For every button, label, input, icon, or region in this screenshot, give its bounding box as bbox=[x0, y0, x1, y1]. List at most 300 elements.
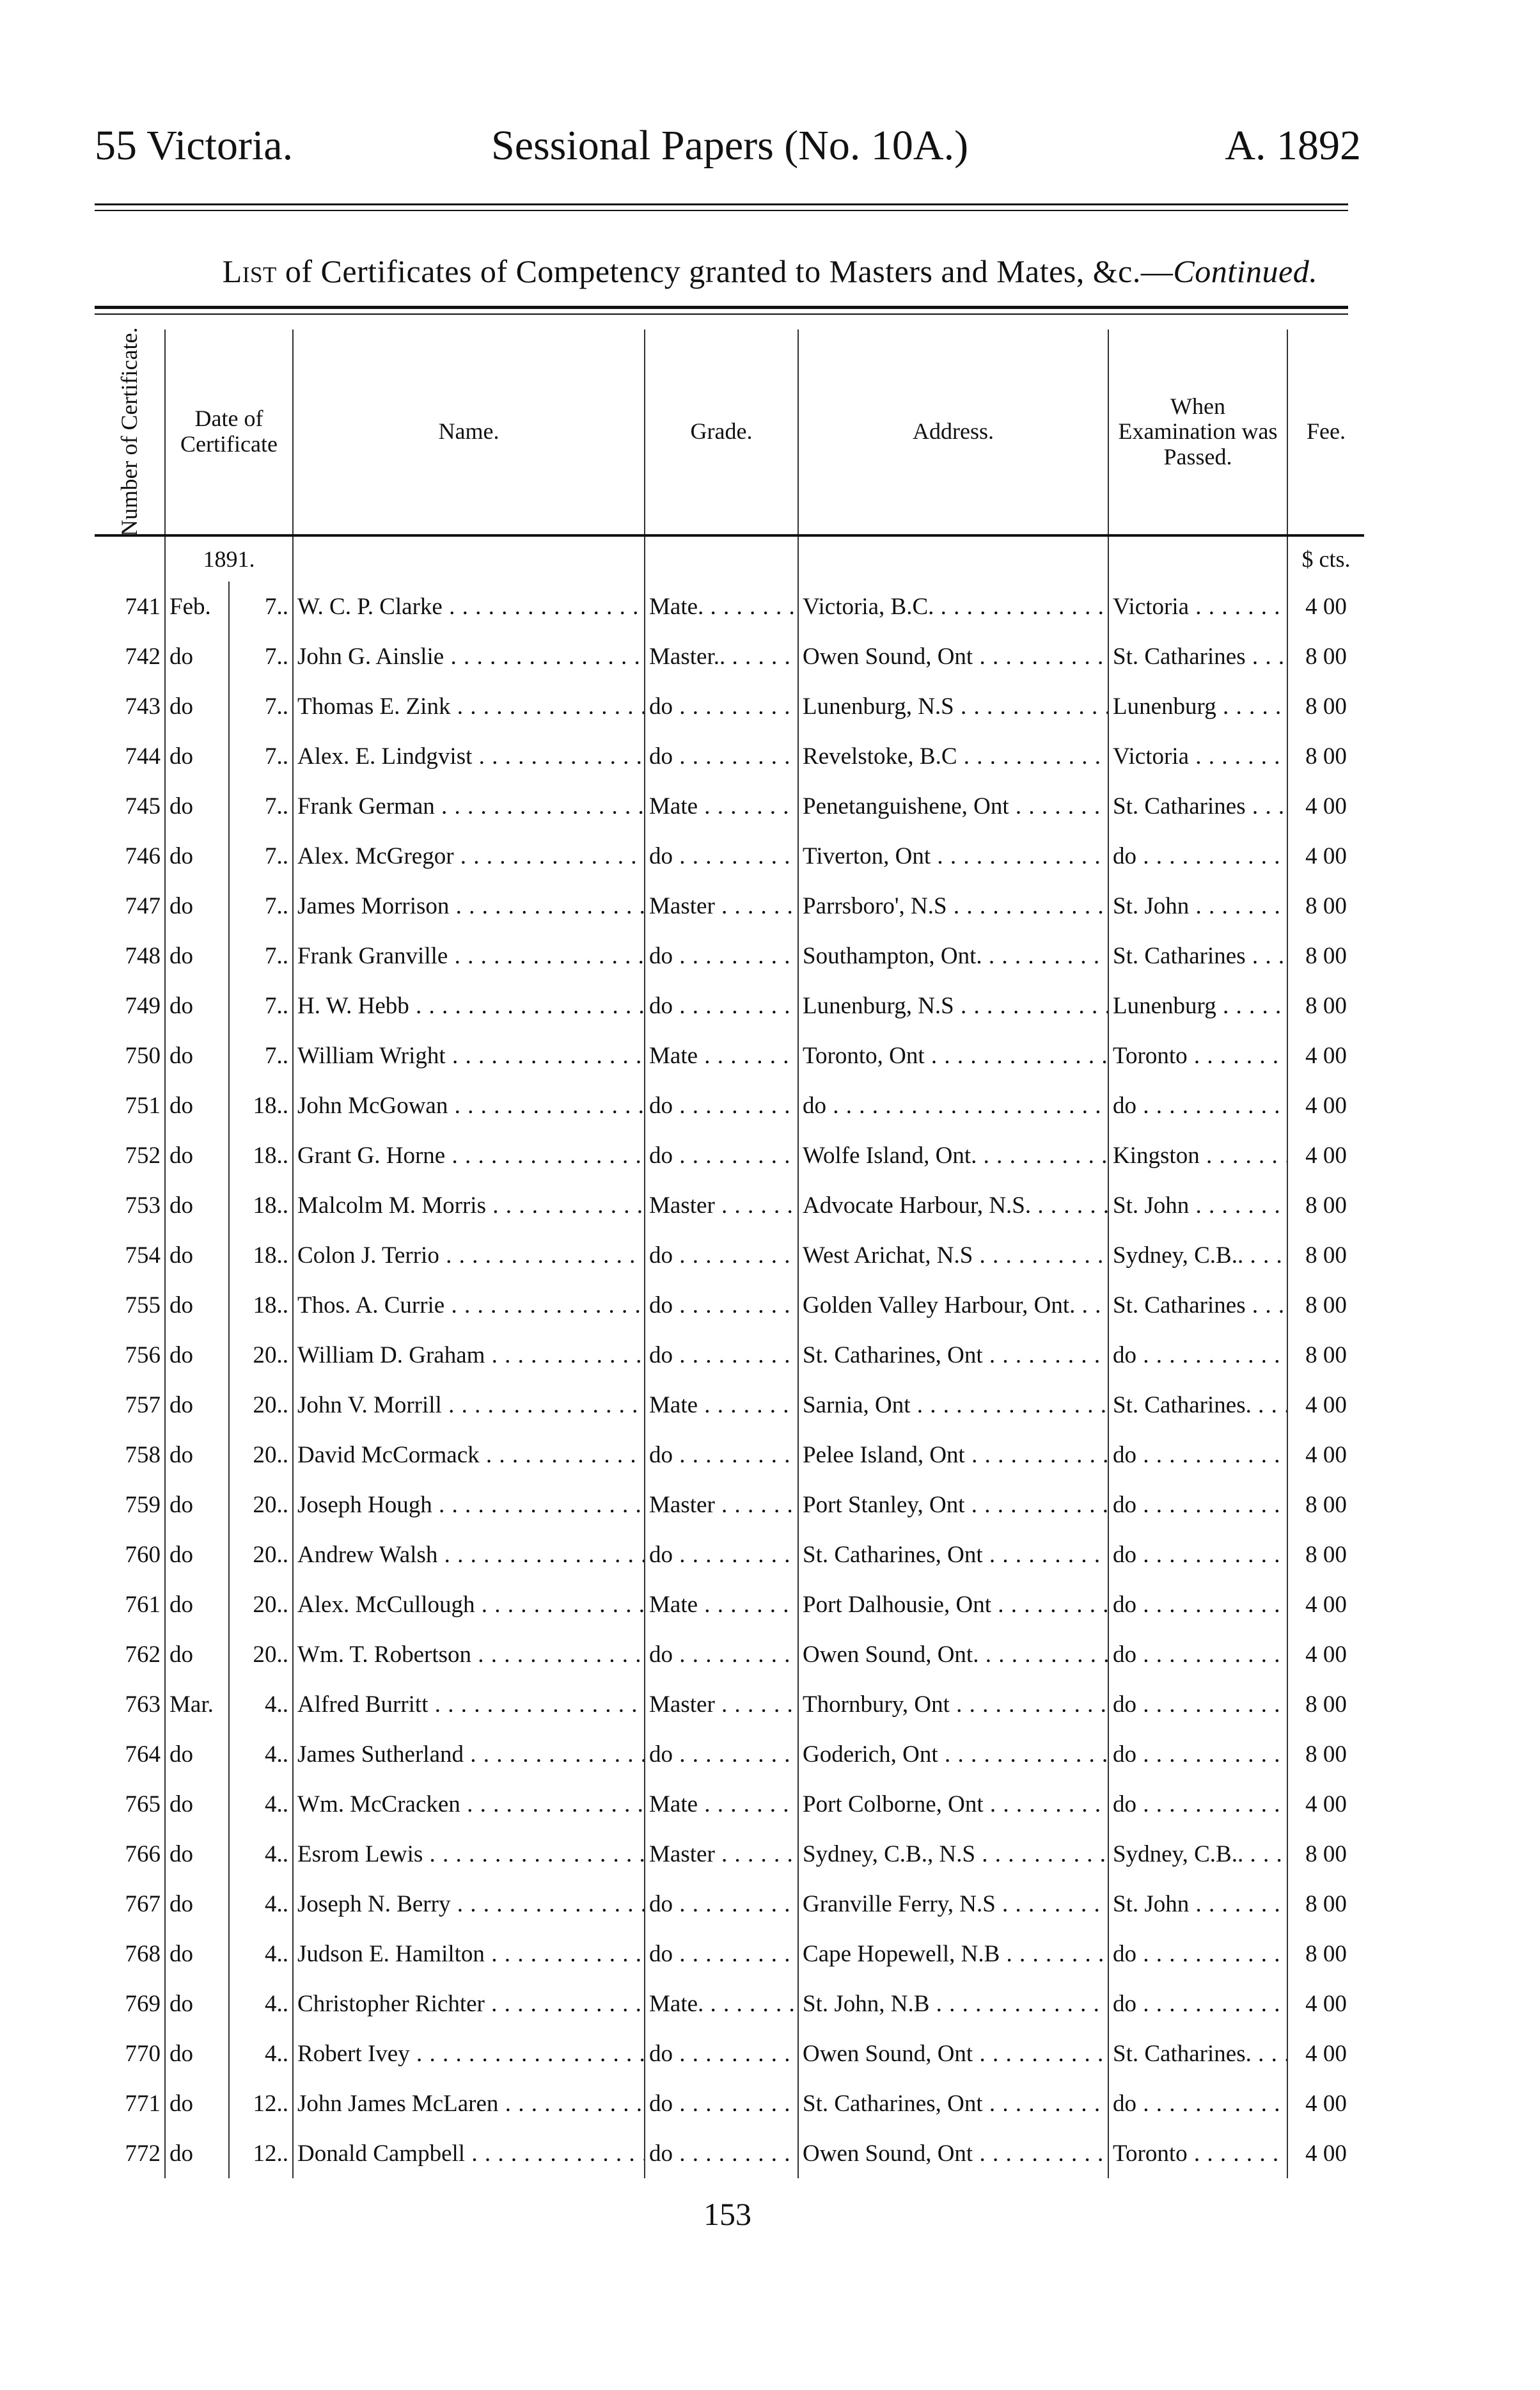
address: Advocate Harbour, N.S. . . . bbox=[798, 1180, 1108, 1230]
grade: do . . . bbox=[645, 1230, 798, 1280]
fee: 8 00 bbox=[1305, 693, 1347, 720]
table-row bbox=[95, 781, 1364, 831]
header-grade: Grade. bbox=[645, 329, 798, 535]
fee: 4 00 bbox=[1305, 793, 1347, 819]
grade: do . . . bbox=[645, 2029, 798, 2078]
date-day: 7.. bbox=[229, 981, 293, 1031]
holder-name: Robert Ivey . . . bbox=[293, 2029, 645, 2078]
currency-label: $ cts. bbox=[1301, 546, 1351, 572]
fee: 8 00 bbox=[1305, 1242, 1347, 1269]
examination-place: St. Catharines . . . bbox=[1108, 931, 1287, 981]
fee: 4 00 bbox=[1305, 2040, 1347, 2067]
examination-place: do . . . bbox=[1108, 1779, 1287, 1829]
date-month: do bbox=[165, 1280, 229, 1330]
table-row bbox=[95, 1330, 1364, 1380]
table-row bbox=[95, 881, 1364, 931]
holder-name: Frank German . . . bbox=[293, 781, 645, 831]
examination-place: St. Catharines. . . . bbox=[1108, 1380, 1287, 1430]
date-day: 7.. bbox=[229, 582, 293, 631]
examination-place: do . . . bbox=[1108, 1979, 1287, 2029]
table-row bbox=[95, 1629, 1364, 1679]
date-day: 20.. bbox=[229, 1430, 293, 1480]
table-row bbox=[95, 931, 1364, 981]
grade: do . . . bbox=[645, 1629, 798, 1679]
certificate-number: 757 bbox=[95, 1380, 165, 1430]
date-month: do bbox=[165, 1430, 229, 1480]
examination-place: Victoria . . . bbox=[1108, 582, 1287, 631]
table-row bbox=[95, 831, 1364, 881]
fee: 8 00 bbox=[1305, 643, 1347, 670]
holder-name: Alex. McCullough . . . bbox=[293, 1579, 645, 1629]
page-number: 153 bbox=[703, 2196, 751, 2232]
date-month: do bbox=[165, 881, 229, 931]
table-row bbox=[95, 1031, 1364, 1080]
address: Revelstoke, B.C . . . bbox=[798, 731, 1108, 781]
holder-name: Grant G. Horne . . . bbox=[293, 1130, 645, 1180]
header-date: Date of Certificate bbox=[165, 329, 293, 535]
fee: 4 00 bbox=[1305, 1591, 1347, 1618]
examination-place: do . . . bbox=[1108, 831, 1287, 881]
address: St. Catharines, Ont . . . bbox=[798, 1330, 1108, 1380]
certificate-number: 761 bbox=[95, 1579, 165, 1629]
fee: 4 00 bbox=[1305, 1641, 1347, 1668]
table-row bbox=[95, 731, 1364, 781]
holder-name: John McGowan . . . bbox=[293, 1080, 645, 1130]
holder-name: John G. Ainslie . . . bbox=[293, 631, 645, 681]
header-sessional-papers: Sessional Papers (No. 10A.) bbox=[491, 122, 969, 169]
date-day: 18.. bbox=[229, 1130, 293, 1180]
caption-text: of Certificates of Competency granted to Masters and Mates, &c.— bbox=[276, 253, 1174, 289]
date-month: do bbox=[165, 1729, 229, 1779]
grade: do . . . bbox=[645, 1879, 798, 1929]
table-row bbox=[95, 1180, 1364, 1230]
certificate-number: 744 bbox=[95, 731, 165, 781]
fee: 4 00 bbox=[1305, 1092, 1347, 1119]
grade: Mate. . . . bbox=[645, 1979, 798, 2029]
date-month: do bbox=[165, 1230, 229, 1280]
fee: 8 00 bbox=[1305, 942, 1347, 969]
header-certificate-number: Number of Certificate. bbox=[95, 329, 165, 535]
date-day: 18.. bbox=[229, 1230, 293, 1280]
table-row bbox=[95, 1280, 1364, 1330]
date-month: do bbox=[165, 1929, 229, 1979]
certificate-number: 769 bbox=[95, 1979, 165, 2029]
fee: 8 00 bbox=[1305, 1491, 1347, 1518]
examination-place: do . . . bbox=[1108, 1530, 1287, 1579]
grade: do . . . bbox=[645, 931, 798, 981]
address: Victoria, B.C. . . . bbox=[798, 582, 1108, 631]
holder-name: Thos. A. Currie . . . bbox=[293, 1280, 645, 1330]
address: Owen Sound, Ont . . . bbox=[798, 2029, 1108, 2078]
holder-name: John James McLaren . . . bbox=[293, 2078, 645, 2128]
grade: do . . . bbox=[645, 1130, 798, 1180]
grade: do . . . bbox=[645, 1080, 798, 1130]
address: Owen Sound, Ont . . . bbox=[798, 2128, 1108, 2178]
certificate-number: 749 bbox=[95, 981, 165, 1031]
fee: 8 00 bbox=[1305, 1741, 1347, 1768]
examination-place: St. Catharines. . . . bbox=[1108, 2029, 1287, 2078]
column-header-row bbox=[95, 329, 1364, 535]
fee: 4 00 bbox=[1305, 1791, 1347, 1817]
address: St. Catharines, Ont . . . bbox=[798, 2078, 1108, 2128]
certificate-number: 771 bbox=[95, 2078, 165, 2128]
date-month: do bbox=[165, 2029, 229, 2078]
date-day: 4.. bbox=[229, 1729, 293, 1779]
table-row bbox=[95, 1729, 1364, 1779]
date-day: 20.. bbox=[229, 1380, 293, 1430]
holder-name: William D. Graham . . . bbox=[293, 1330, 645, 1380]
date-month: do bbox=[165, 1480, 229, 1530]
holder-name: James Sutherland . . . bbox=[293, 1729, 645, 1779]
examination-place: Toronto . . . bbox=[1108, 1031, 1287, 1080]
certificate-number: 772 bbox=[95, 2128, 165, 2178]
address: Sydney, C.B., N.S . . . bbox=[798, 1829, 1108, 1879]
examination-place: Sydney, C.B.. . . . bbox=[1108, 1829, 1287, 1879]
address: West Arichat, N.S . . . bbox=[798, 1230, 1108, 1280]
examination-place: do . . . bbox=[1108, 2078, 1287, 2128]
grade: do . . . bbox=[645, 2078, 798, 2128]
year-row bbox=[95, 535, 1364, 582]
date-month: do bbox=[165, 781, 229, 831]
address: Pelee Island, Ont . . . bbox=[798, 1430, 1108, 1480]
address: St. John, N.B . . . bbox=[798, 1979, 1108, 2029]
fee: 4 00 bbox=[1305, 843, 1347, 869]
holder-name: Malcolm M. Morris . . . bbox=[293, 1180, 645, 1230]
table-row bbox=[95, 631, 1364, 681]
date-day: 4.. bbox=[229, 1829, 293, 1879]
date-day: 4.. bbox=[229, 1979, 293, 2029]
certificate-number: 764 bbox=[95, 1729, 165, 1779]
fee: 4 00 bbox=[1305, 2090, 1347, 2117]
grade: do . . . bbox=[645, 1929, 798, 1979]
table-row bbox=[95, 981, 1364, 1031]
certificate-number: 767 bbox=[95, 1879, 165, 1929]
address: Penetanguishene, Ont . . . bbox=[798, 781, 1108, 831]
address: Southampton, Ont. . . . bbox=[798, 931, 1108, 981]
certificate-number: 770 bbox=[95, 2029, 165, 2078]
table-row bbox=[95, 1929, 1364, 1979]
examination-place: Sydney, C.B.. . . . bbox=[1108, 1230, 1287, 1280]
fee: 8 00 bbox=[1305, 743, 1347, 770]
grade: do . . . bbox=[645, 1430, 798, 1480]
table-row bbox=[95, 2029, 1364, 2078]
date-day: 7.. bbox=[229, 731, 293, 781]
holder-name: Joseph N. Berry . . . bbox=[293, 1879, 645, 1929]
table-row bbox=[95, 1530, 1364, 1579]
examination-place: do . . . bbox=[1108, 1629, 1287, 1679]
fee: 4 00 bbox=[1305, 2140, 1347, 2167]
grade: Mate . . . bbox=[645, 781, 798, 831]
date-day: 18.. bbox=[229, 1180, 293, 1230]
certificate-number: 743 bbox=[95, 681, 165, 731]
date-day: 20.. bbox=[229, 1330, 293, 1380]
fee: 4 00 bbox=[1305, 1391, 1347, 1418]
table-row bbox=[95, 1579, 1364, 1629]
certificate-number: 753 bbox=[95, 1180, 165, 1230]
fee: 8 00 bbox=[1305, 992, 1347, 1019]
table-row bbox=[95, 1679, 1364, 1729]
examination-place: do . . . bbox=[1108, 1430, 1287, 1480]
date-day: 18.. bbox=[229, 1080, 293, 1130]
examination-place: Toronto . . . bbox=[1108, 2128, 1287, 2178]
table-row bbox=[95, 1380, 1364, 1430]
grade: Master . . . bbox=[645, 881, 798, 931]
fee: 8 00 bbox=[1305, 1192, 1347, 1219]
certificate-number: 748 bbox=[95, 931, 165, 981]
caption-rule-thin bbox=[95, 313, 1348, 315]
holder-name: Judson E. Hamilton . . . bbox=[293, 1929, 645, 1979]
address: Lunenburg, N.S . . . bbox=[798, 681, 1108, 731]
date-day: 4.. bbox=[229, 1879, 293, 1929]
holder-name: Alfred Burritt . . . bbox=[293, 1679, 645, 1729]
date-day: 7.. bbox=[229, 881, 293, 931]
header-session: 55 Victoria. bbox=[95, 122, 294, 169]
date-month: do bbox=[165, 1180, 229, 1230]
table-row bbox=[95, 1979, 1364, 2029]
holder-name: David McCormack . . . bbox=[293, 1430, 645, 1480]
address: Cape Hopewell, N.B . . . bbox=[798, 1929, 1108, 1979]
certificate-number: 741 bbox=[95, 582, 165, 631]
date-day: 7.. bbox=[229, 831, 293, 881]
holder-name: Wm. T. Robertson . . . bbox=[293, 1629, 645, 1679]
holder-name: Colon J. Terrio . . . bbox=[293, 1230, 645, 1280]
header-examination-place: When Examination was Passed. bbox=[1108, 329, 1287, 535]
date-day: 4.. bbox=[229, 1929, 293, 1979]
examination-place: St. Catharines . . . bbox=[1108, 1280, 1287, 1330]
grade: Mate . . . bbox=[645, 1031, 798, 1080]
fee: 4 00 bbox=[1305, 593, 1347, 620]
caption-continued: Continued. bbox=[1173, 253, 1318, 289]
address: Owen Sound, Ont. . . . bbox=[798, 1629, 1108, 1679]
date-month: do bbox=[165, 1330, 229, 1380]
grade: do . . . bbox=[645, 681, 798, 731]
table-row bbox=[95, 1879, 1364, 1929]
grade: do . . . bbox=[645, 1530, 798, 1579]
grade: Mate. . . . bbox=[645, 582, 798, 631]
holder-name: John V. Morrill . . . bbox=[293, 1380, 645, 1430]
certificate-number: 747 bbox=[95, 881, 165, 931]
header-name: Name. bbox=[293, 329, 645, 535]
address: Sarnia, Ont . . . bbox=[798, 1380, 1108, 1430]
fee: 8 00 bbox=[1305, 1292, 1347, 1318]
certificate-number: 760 bbox=[95, 1530, 165, 1579]
grade: do . . . bbox=[645, 731, 798, 781]
certificate-number: 742 bbox=[95, 631, 165, 681]
examination-place: St. Catharines . . . bbox=[1108, 781, 1287, 831]
date-day: 20.. bbox=[229, 1579, 293, 1629]
date-month: do bbox=[165, 1530, 229, 1579]
table-row bbox=[95, 681, 1364, 731]
table-row bbox=[95, 1430, 1364, 1480]
table-row bbox=[95, 1829, 1364, 1879]
grade: Master . . . bbox=[645, 1180, 798, 1230]
date-day: 20.. bbox=[229, 1530, 293, 1579]
holder-name: W. C. P. Clarke . . . bbox=[293, 582, 645, 631]
grade: Master . . . bbox=[645, 1829, 798, 1879]
examination-place: Kingston . . . bbox=[1108, 1130, 1287, 1180]
fee: 8 00 bbox=[1305, 1541, 1347, 1568]
grade: do . . . bbox=[645, 2128, 798, 2178]
fee: 8 00 bbox=[1305, 1840, 1347, 1867]
certificate-number: 751 bbox=[95, 1080, 165, 1130]
fee: 8 00 bbox=[1305, 1890, 1347, 1917]
certificate-number: 758 bbox=[95, 1430, 165, 1480]
certificate-number: 750 bbox=[95, 1031, 165, 1080]
table-row bbox=[95, 2128, 1364, 2178]
certificate-number: 756 bbox=[95, 1330, 165, 1380]
address: Thornbury, Ont . . . bbox=[798, 1679, 1108, 1729]
address: Wolfe Island, Ont. . . . bbox=[798, 1130, 1108, 1180]
date-month: do bbox=[165, 931, 229, 981]
holder-name: Alex. McGregor . . . bbox=[293, 831, 645, 881]
date-month: do bbox=[165, 981, 229, 1031]
grade: Mate . . . bbox=[645, 1579, 798, 1629]
holder-name: H. W. Hebb . . . bbox=[293, 981, 645, 1031]
table-row bbox=[95, 2078, 1364, 2128]
address: Owen Sound, Ont . . . bbox=[798, 631, 1108, 681]
holder-name: Frank Granville . . . bbox=[293, 931, 645, 981]
holder-name: Alex. E. Lindgvist . . . bbox=[293, 731, 645, 781]
table-row bbox=[95, 1080, 1364, 1130]
examination-place: St. Catharines . . . bbox=[1108, 631, 1287, 681]
date-month: do bbox=[165, 1031, 229, 1080]
address: do . . . bbox=[798, 1080, 1108, 1130]
date-month: do bbox=[165, 1579, 229, 1629]
certificate-number: 752 bbox=[95, 1130, 165, 1180]
date-month: do bbox=[165, 1380, 229, 1430]
date-day: 4.. bbox=[229, 1679, 293, 1729]
address: Granville Ferry, N.S . . . bbox=[798, 1879, 1108, 1929]
examination-place: do . . . bbox=[1108, 1480, 1287, 1530]
caption-lead: List bbox=[222, 253, 277, 289]
fee: 8 00 bbox=[1305, 892, 1347, 919]
table-caption bbox=[0, 253, 1540, 290]
date-month: do bbox=[165, 631, 229, 681]
certificate-number: 745 bbox=[95, 781, 165, 831]
header-rule-bottom bbox=[95, 210, 1348, 211]
date-day: 20.. bbox=[229, 1480, 293, 1530]
holder-name: Christopher Richter . . . bbox=[293, 1979, 645, 2029]
certificate-number: 762 bbox=[95, 1629, 165, 1679]
year-label: 1891. bbox=[165, 535, 293, 582]
examination-place: do . . . bbox=[1108, 1080, 1287, 1130]
certificate-number: 768 bbox=[95, 1929, 165, 1979]
date-month: do bbox=[165, 1779, 229, 1829]
date-day: 12.. bbox=[229, 2078, 293, 2128]
certificate-number: 746 bbox=[95, 831, 165, 881]
holder-name: William Wright . . . bbox=[293, 1031, 645, 1080]
date-month: do bbox=[165, 1979, 229, 2029]
examination-place: St. John . . . bbox=[1108, 1180, 1287, 1230]
certificate-number: 765 bbox=[95, 1779, 165, 1829]
examination-place: St. John . . . bbox=[1108, 1879, 1287, 1929]
table-row bbox=[95, 582, 1364, 631]
date-month: do bbox=[165, 2128, 229, 2178]
date-day: 18.. bbox=[229, 1280, 293, 1330]
examination-place: do . . . bbox=[1108, 1929, 1287, 1979]
grade: Master . . . bbox=[645, 1679, 798, 1729]
grade: do . . . bbox=[645, 1729, 798, 1779]
header-address: Address. bbox=[798, 329, 1108, 535]
address: Parrsboro', N.S . . . bbox=[798, 881, 1108, 931]
address: Golden Valley Harbour, Ont. . . . bbox=[798, 1280, 1108, 1330]
fee: 4 00 bbox=[1305, 1142, 1347, 1169]
grade: do . . . bbox=[645, 1330, 798, 1380]
date-month: do bbox=[165, 1080, 229, 1130]
grade: do . . . bbox=[645, 1280, 798, 1330]
holder-name: Wm. McCracken . . . bbox=[293, 1779, 645, 1829]
header-rule-top bbox=[95, 203, 1348, 205]
holder-name: Joseph Hough . . . bbox=[293, 1480, 645, 1530]
examination-place: St. John . . . bbox=[1108, 881, 1287, 931]
examination-place: do . . . bbox=[1108, 1679, 1287, 1729]
address: Toronto, Ont . . . bbox=[798, 1031, 1108, 1080]
examination-place: Lunenburg . . . bbox=[1108, 981, 1287, 1031]
grade: do . . . bbox=[645, 981, 798, 1031]
date-month: do bbox=[165, 831, 229, 881]
fee: 8 00 bbox=[1305, 1691, 1347, 1718]
date-day: 4.. bbox=[229, 2029, 293, 2078]
fee: 4 00 bbox=[1305, 1441, 1347, 1468]
certificate-number: 766 bbox=[95, 1829, 165, 1879]
holder-name: James Morrison . . . bbox=[293, 881, 645, 931]
header-fee: Fee. bbox=[1287, 329, 1364, 535]
date-day: 7.. bbox=[229, 931, 293, 981]
grade: Master . . . bbox=[645, 1480, 798, 1530]
fee: 8 00 bbox=[1305, 1940, 1347, 1967]
date-month: do bbox=[165, 1829, 229, 1879]
holder-name: Andrew Walsh . . . bbox=[293, 1530, 645, 1579]
date-month: Feb. bbox=[165, 582, 229, 631]
address: Port Stanley, Ont . . . bbox=[798, 1480, 1108, 1530]
address: Port Dalhousie, Ont . . . bbox=[798, 1579, 1108, 1629]
holder-name: Donald Campbell . . . bbox=[293, 2128, 645, 2178]
examination-place: do . . . bbox=[1108, 1579, 1287, 1629]
holder-name: Esrom Lewis . . . bbox=[293, 1829, 645, 1879]
grade: Mate . . . bbox=[645, 1779, 798, 1829]
certificate-number: 763 bbox=[95, 1679, 165, 1729]
grade: do . . . bbox=[645, 831, 798, 881]
certificates-table bbox=[95, 329, 1364, 2178]
table-row bbox=[95, 1480, 1364, 1530]
grade: Master.. . . . bbox=[645, 631, 798, 681]
date-month: do bbox=[165, 1629, 229, 1679]
caption-rule-thick bbox=[95, 306, 1348, 309]
certificate-number: 754 bbox=[95, 1230, 165, 1280]
examination-place: do . . . bbox=[1108, 1729, 1287, 1779]
date-month: do bbox=[165, 1879, 229, 1929]
table-row bbox=[95, 1230, 1364, 1280]
date-day: 20.. bbox=[229, 1629, 293, 1679]
date-month: do bbox=[165, 1130, 229, 1180]
examination-place: Victoria . . . bbox=[1108, 731, 1287, 781]
date-month: do bbox=[165, 731, 229, 781]
date-month: do bbox=[165, 681, 229, 731]
fee: 4 00 bbox=[1305, 1042, 1347, 1069]
date-day: 7.. bbox=[229, 1031, 293, 1080]
date-day: 12.. bbox=[229, 2128, 293, 2178]
address: St. Catharines, Ont . . . bbox=[798, 1530, 1108, 1579]
date-month: Mar. bbox=[165, 1679, 229, 1729]
examination-place: do . . . bbox=[1108, 1330, 1287, 1380]
table-row bbox=[95, 1779, 1364, 1829]
address: Tiverton, Ont . . . bbox=[798, 831, 1108, 881]
date-day: 7.. bbox=[229, 631, 293, 681]
holder-name: Thomas E. Zink . . . bbox=[293, 681, 645, 731]
date-month: do bbox=[165, 2078, 229, 2128]
address: Lunenburg, N.S . . . bbox=[798, 981, 1108, 1031]
fee: 8 00 bbox=[1305, 1341, 1347, 1368]
